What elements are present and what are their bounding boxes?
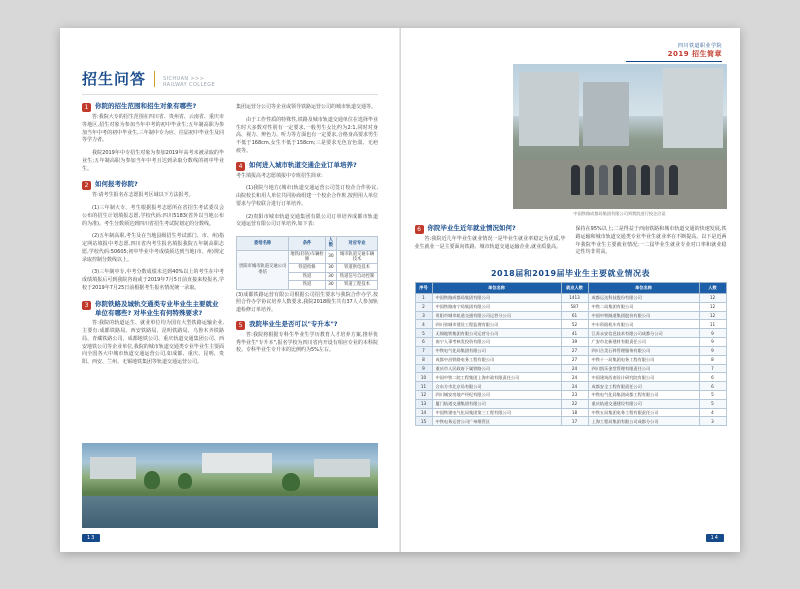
question-number: 6 xyxy=(415,225,424,234)
answer-paragraph: 答:我院大专的招生范围在四川省、贵州省、云南省、重庆市等地区,招生对象为参加当年中考的初中毕业生;五年制高职为参加当年中考的初中毕业生,三年制中专为应、往届初中毕业生及同等学力者。 xyxy=(82,114,224,144)
question-text: 你院的招生范围和招生对象有哪些? xyxy=(95,102,197,110)
campus-photo xyxy=(82,443,378,528)
cell-count: 24 xyxy=(561,364,588,373)
cell-employer: 中国铁路南宁局集团有限公司 xyxy=(432,302,561,311)
tree-shape xyxy=(144,471,160,489)
table-row xyxy=(415,302,726,311)
cell-count-2: 12 xyxy=(699,294,726,303)
table-header-row xyxy=(415,283,726,294)
cell-employer-2: 上海工程局集团有限公司成都分公司 xyxy=(588,417,699,426)
cell-count-2: 5 xyxy=(699,399,726,408)
table-row xyxy=(415,364,726,373)
building-shape xyxy=(519,72,579,146)
cell-employer: 合东方市北京局有限公司 xyxy=(432,382,561,391)
table-row xyxy=(415,329,726,338)
person-shape xyxy=(655,165,664,195)
cell-condition: 铁道检修 xyxy=(289,264,326,272)
employment-table-body xyxy=(415,294,726,426)
answer-paragraph: 答:我院近几年毕业生就业情况一是毕业生就业率稳定为优质,毕业生就业一是主要面向铁路、城市轨道交通运输企业,就业质量高。 xyxy=(414,236,566,250)
cell-employer-2: 成都运达科技股份有限公司 xyxy=(588,294,699,303)
tree-shape xyxy=(282,473,300,491)
qa-item xyxy=(236,161,378,230)
column-header: 人数 xyxy=(325,237,336,251)
cell-employer-2: 重庆轨道交通建设有限公司 xyxy=(588,399,699,408)
cell-index: 15 xyxy=(415,417,432,426)
cell-employer-2: 中铁十一局集团电务工程有限公司 xyxy=(588,355,699,364)
cell-index: 10 xyxy=(415,373,432,382)
cell-employer: 南宁人事考核发投资有限公司 xyxy=(432,338,561,347)
question-number: 4 xyxy=(236,162,245,171)
cell-employer-2: 广安市北新建材有限责任公司 xyxy=(588,338,699,347)
answer-paragraph: (1)三年制大专、考生根据报考志愿所在省招生考试委员会公布的招生计划填报志愿,学校代码:四川5183(省外以当地公布的为准)。考生分数须达到四川省招生考试院划定的分数线。 xyxy=(82,205,224,227)
cell-count-2: 11 xyxy=(699,320,726,329)
column-header: 条件 xyxy=(289,237,326,251)
cell-count: 30 xyxy=(325,281,336,289)
cell-count-2: 12 xyxy=(699,311,726,320)
cell-index: 9 xyxy=(415,364,432,373)
cell-count-2: 6 xyxy=(699,373,726,382)
right-page xyxy=(401,28,741,552)
cell-count-2: 9 xyxy=(699,346,726,355)
cell-count: 27 xyxy=(561,355,588,364)
cell-index: 14 xyxy=(415,408,432,417)
cell-count-2: 4 xyxy=(699,408,726,417)
cell-employer-2: 中国建筑西南设计研究院有限公司 xyxy=(588,373,699,382)
cell-employer: 中国铁路成都局集团有限公司 xyxy=(432,294,561,303)
cell-count: 52 xyxy=(561,320,588,329)
cell-employer-2: 中铁电气化局集团成都工程有限公司 xyxy=(588,390,699,399)
question-row xyxy=(236,320,378,330)
cell-count-2: 5 xyxy=(699,390,726,399)
page-number-right: 14 xyxy=(706,534,724,542)
table-row xyxy=(415,373,726,382)
left-columns xyxy=(82,102,378,374)
answer-paragraph: 保持在95%以上;二是得益于西南铁路和城市轨道交通的快速发展,铁路运输和城市轨道交通类专业毕业生就业率在不断提高。以下是近两年我院毕业生主要就业情况;一二届毕业生就业专业对口率和就业稳定性均非常高。 xyxy=(575,226,727,256)
cell-count: 30 xyxy=(325,272,336,280)
question-text: 如何报考你院? xyxy=(95,180,138,189)
table-note: (3)成都铁路运营有限公司根据公司招生要求与我院合作办学,按照合作办学协议培养人数要求,我院2018级生共有37人人参加轨道检修订单培养。 xyxy=(236,291,378,314)
answer-paragraph: 我院2019年中专招生对象为参加2019年高考未被录取的毕业生;五年制高职为参加当年中考且达到录取分数线的初中毕业生。 xyxy=(82,150,224,172)
table-row xyxy=(237,250,378,264)
partner-training-table xyxy=(236,236,378,290)
person-shape xyxy=(613,165,622,195)
cell-employer-2: 中铁五局集团电务工程有限责任公司 xyxy=(588,408,699,417)
table-row xyxy=(415,417,726,426)
answer-paragraph: (2)贵阳市城市轨道交通集团有限公司订单培养成都市轨道交通运营有限公司订单培养,如下表: xyxy=(236,213,378,228)
cell-major: 铁道供电技术 xyxy=(337,264,378,272)
table-row xyxy=(415,311,726,320)
section-title-cn: 招生问答 xyxy=(82,70,147,88)
answer-paragraph: 考生填报高考志愿填报中专班招生简章: xyxy=(236,172,323,179)
table-row xyxy=(415,338,726,347)
title-rule xyxy=(82,94,378,95)
question-text: 你院毕业生近年就业情况如何? xyxy=(427,224,516,232)
left-column-2 xyxy=(236,102,378,374)
cell-count-2: 12 xyxy=(699,302,726,311)
cell-index: 5 xyxy=(415,329,432,338)
continuation-paragraph: 由于工作性质的特殊性,铁路及城市轨道交通单位在选择毕业生时大多数对性别有一定要求,一般男生女比约为2:1,同时对身高、视力、辨色力、听力等方面也有一定要求,合格身高要求男生不低于168cm,女生不低于158cm;三是要求无色盲色弱、无疤痕等。 xyxy=(236,116,378,154)
cell-employer: 四川城安房地产经纪有限公司 xyxy=(432,390,561,399)
cell-employer: 中铁电务运营公司广州维管区 xyxy=(432,417,561,426)
qa-item xyxy=(82,180,224,292)
cell-index: 13 xyxy=(415,399,432,408)
section-title-en-line1: SICHUAN >>> xyxy=(163,75,205,82)
cell-employer-2: 成都安全工程有限责任公司 xyxy=(588,382,699,391)
cell-major: 铁道工程技术 xyxy=(337,281,378,289)
table-row xyxy=(415,294,726,303)
column-header: 就业人数 xyxy=(561,283,588,294)
cell-count: 22 xyxy=(561,399,588,408)
cell-count-2: 7 xyxy=(699,364,726,373)
column-header: 人数 xyxy=(699,283,726,294)
cell-count: 587 xyxy=(561,302,588,311)
magazine-spread xyxy=(60,28,740,552)
title-divider xyxy=(154,71,155,87)
person-shape xyxy=(669,165,678,195)
cell-count-2: 9 xyxy=(699,338,726,347)
cell-count-2: 9 xyxy=(699,329,726,338)
left-page xyxy=(60,28,401,552)
cell-employer: 贵阳市城市轨道交通有限公司运营分公司 xyxy=(432,311,561,320)
question-number: 1 xyxy=(82,103,91,112)
cell-count-2: 6 xyxy=(699,382,726,391)
person-shape xyxy=(571,165,580,195)
cell-index: 2 xyxy=(415,302,432,311)
column-header: 序号 xyxy=(415,283,432,294)
section-title xyxy=(82,68,378,89)
person-shape xyxy=(599,165,608,195)
qa-item xyxy=(82,300,224,367)
column-header: 单位名称 xyxy=(432,283,561,294)
employment-table xyxy=(415,282,727,426)
table-row xyxy=(415,382,726,391)
table-row xyxy=(415,320,726,329)
cell-count-2: 3 xyxy=(699,417,726,426)
cell-condition: 铁道 xyxy=(289,281,326,289)
cell-index: 6 xyxy=(415,338,432,347)
cell-count: 18 xyxy=(561,408,588,417)
question-number: 2 xyxy=(82,181,91,190)
cell-index: 4 xyxy=(415,320,432,329)
question-row xyxy=(82,102,224,112)
answer-paragraph: (2)五年制高职,考生及在当地县级招生考试部门、市、州)指定网站填报中考志愿,四川省内考生报名填报我院五年制高职志愿,学校代码:50605;初中毕业中考成绩须达到当地(市、州)规定录取控制分数线以上。 xyxy=(82,233,224,263)
cell-count: 30 xyxy=(325,264,336,272)
cell-index: 8 xyxy=(415,355,432,364)
cell-employer-2: 中铁二局集团有限公司 xyxy=(588,302,699,311)
cell-employer-2: 四川合美石料管理服务有限公司 xyxy=(588,346,699,355)
table-row xyxy=(415,346,726,355)
section-title-en-line2: RAILWAY COLLEGE xyxy=(163,82,216,89)
qa-item xyxy=(82,102,224,173)
answer-paragraph: 答:请考生报名在志愿报考区域以下方法报考。 xyxy=(92,192,194,199)
cell-count: 30 xyxy=(325,250,336,264)
person-shape xyxy=(585,165,594,195)
question-row xyxy=(82,300,224,319)
question-row xyxy=(415,224,566,234)
table-row xyxy=(415,399,726,408)
cell-count: 17 xyxy=(561,417,588,426)
cell-employer: 中国铁建电气化局集团第三工程有限公司 xyxy=(432,408,561,417)
answer-paragraph: (1)我院与地方(城市)轨道交通运营公司签订校企合作协议,由院校长和用人单位共同协商组建一个校企合作班,按照用人单位要求与学校联合进行订单培养。 xyxy=(236,185,378,207)
cell-count: 23 xyxy=(561,390,588,399)
header-brochure-year: 2019 招生简章 xyxy=(667,50,722,58)
table-row xyxy=(415,390,726,399)
cell-count: 27 xyxy=(561,346,588,355)
question-number: 3 xyxy=(82,301,91,310)
cell-employer: 重庆市人民政府下属铁路公司 xyxy=(432,364,561,373)
right-content xyxy=(415,224,727,426)
cell-index: 1 xyxy=(415,294,432,303)
cell-index: 11 xyxy=(415,382,432,391)
cell-employer: 中国中铁二院工程集团上海市政有限责任公司 xyxy=(432,373,561,382)
answer-paragraph: 答:我院将根据专科生毕业生学历教育人才培养方案,推荐优秀毕业生"专升本",报名学校为四川省内开设有相应专业的本科院校。专科毕业生专升本的比例约为5%左右。 xyxy=(236,331,378,354)
cell-condition: 铁道 xyxy=(289,272,326,280)
cell-index: 12 xyxy=(415,390,432,399)
cell-employer-2: 江苏永安信息技术有限公司成都分公司 xyxy=(588,329,699,338)
column-header: 单位名称 xyxy=(588,283,699,294)
cell-count: 61 xyxy=(561,311,588,320)
cell-major: 城市轨道交通车辆技术 xyxy=(337,250,378,264)
cell-major: 铁道信号自动控制 xyxy=(337,272,378,280)
cell-count-2: 8 xyxy=(699,355,726,364)
question-text: 你院铁路及城轨交通类专业毕业生主要就业单位有哪些? 对毕业生有何特殊要求? xyxy=(95,299,219,317)
cell-condition: 地铁(轻轨)车辆检修 xyxy=(290,251,324,263)
employment-table-title: 2018届和2019届毕业生主要就业情况表 xyxy=(490,269,651,278)
right-column-1 xyxy=(415,224,566,262)
question-text: 如何进入城市轨道交通企业订单培养? xyxy=(249,160,357,169)
building-shape xyxy=(90,457,136,479)
qa-item xyxy=(236,320,378,355)
cell-index: 3 xyxy=(415,311,432,320)
photo-caption: 中国铁路成都局集团有限公司到我院进行校企洽谈 xyxy=(573,211,666,216)
cell-count: 24 xyxy=(561,382,588,391)
building-shape xyxy=(583,82,629,146)
column-header: 对应专业 xyxy=(337,237,378,251)
header-institution: 四川铁道职业学院 xyxy=(677,43,722,49)
question-row xyxy=(236,161,378,171)
cell-employer-2: 中车资阳机车有限公司 xyxy=(588,320,699,329)
question-number: 5 xyxy=(236,321,245,330)
cell-count: 1413 xyxy=(561,294,588,303)
question-text: 我院毕业生是否可以"专升本"? xyxy=(249,319,338,328)
person-shape xyxy=(641,165,650,195)
cell-employer: 中铁电气化局集团有限公司 xyxy=(432,346,561,355)
continuation-paragraph: 集团运营分公司等企业或领导铁路运营公司的城市轨道交通等。 xyxy=(236,104,377,110)
answer-paragraph: (3)三年制中专,中考分数成绩未达到40%以上的考生在中考成绩填报后可到我院咨询或于2019年7月5日前直接来校报名,学校于2019年7月25日前根据考生报名情况统一录取。 xyxy=(82,269,224,291)
cell-index: 7 xyxy=(415,346,432,355)
cell-employer: 厦门轨道交通集团有限公司 xyxy=(432,399,561,408)
right-column-2 xyxy=(576,224,727,262)
cell-employer: 四川省城市建设工程监理有限公司 xyxy=(432,320,561,329)
tree-shape xyxy=(178,473,192,489)
cell-count: 41 xyxy=(561,329,588,338)
lake-shape xyxy=(82,496,378,528)
left-content xyxy=(82,68,378,374)
right-page-header xyxy=(626,42,722,62)
table-row xyxy=(415,355,726,364)
building-shape xyxy=(202,453,272,473)
column-header: 委培名称 xyxy=(237,237,289,251)
cell-employer-2: 四川凯乐金堂管理有限责任公司 xyxy=(588,364,699,373)
cell-count: 39 xyxy=(561,338,588,347)
page-number-left: 13 xyxy=(82,534,100,542)
building-shape xyxy=(314,459,370,477)
cell-unit: 贵阳市城市轨道交通公司委培 xyxy=(237,250,289,289)
cell-count: 24 xyxy=(561,373,588,382)
answer-paragraph: 答:我院的轨道运生、就业单位均为国有大型铁路运输企业,主要有:成都铁路局、西安铁路局、昆明铁路局、乌鲁木齐铁路局、青藏铁路公司、成都地铁公司、重庆轨道交通集团公司、西安地铁公司等企业单位,我院的城市轨道交通类专业毕业生主要面向全国各大中城市轨道交通运营公司,如成都、重庆、昆明、贵阳、西安、兰州、无锡地铁集团等轨道交通运营公司。 xyxy=(82,320,224,366)
left-column-1 xyxy=(82,102,224,374)
person-shape xyxy=(627,165,636,195)
cell-employer-2: 中国中铁隧道集团股份有限公司 xyxy=(588,311,699,320)
cell-employer: 成都中昌铁路电务工程有限公司 xyxy=(432,355,561,364)
table-row xyxy=(415,408,726,417)
section-title-en xyxy=(163,76,215,90)
building-shape xyxy=(663,68,723,148)
partnership-photo xyxy=(513,64,727,209)
header-rule xyxy=(626,61,722,62)
right-columns xyxy=(415,224,727,262)
question-row xyxy=(82,180,224,190)
cell-employer: 无锡地铁集团有限公司运营分公司 xyxy=(432,329,561,338)
table-header-row xyxy=(237,237,378,251)
